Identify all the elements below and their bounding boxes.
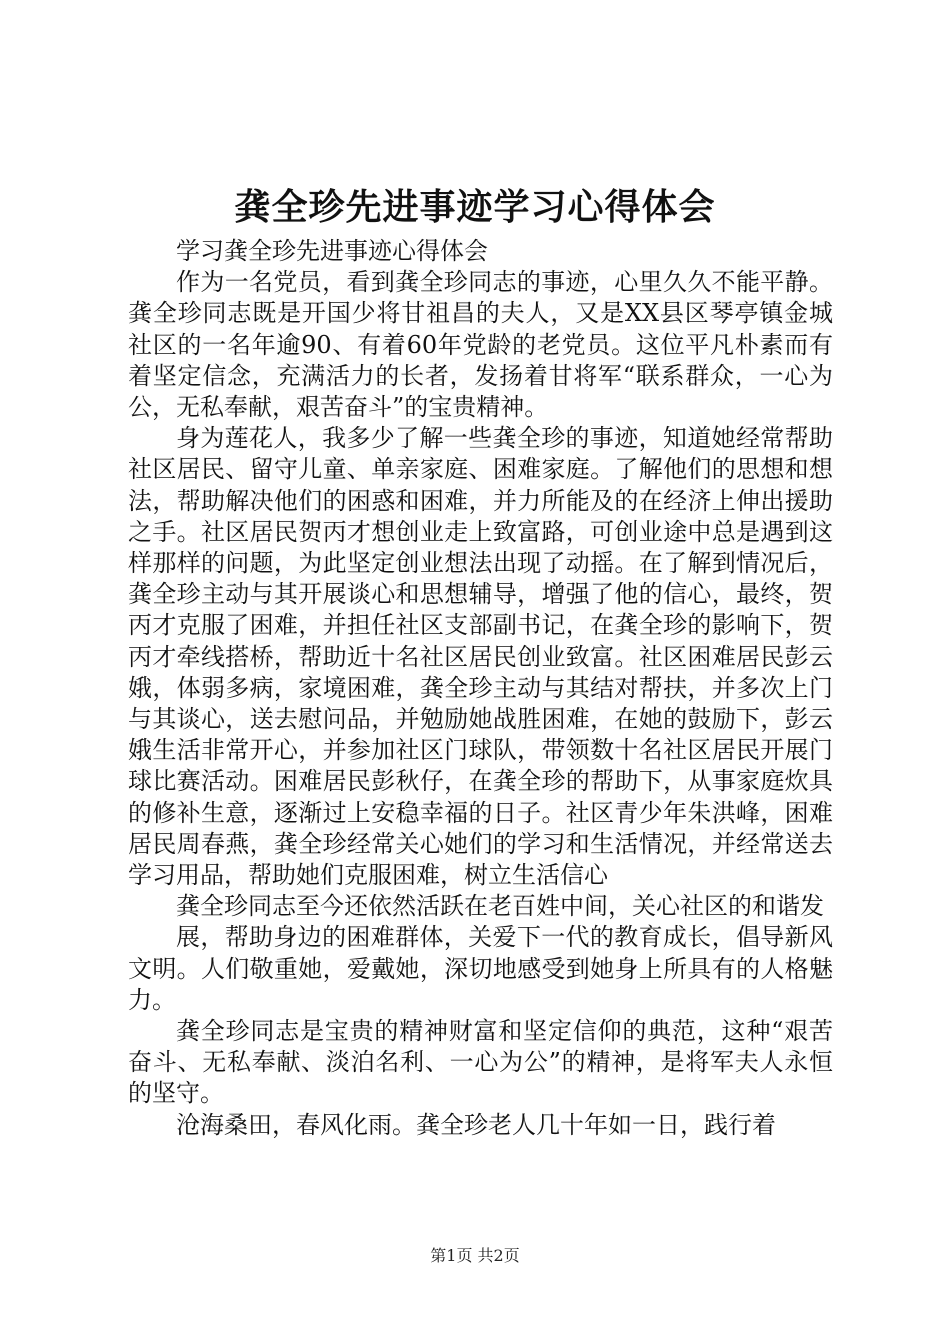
- paragraph: 展，帮助身边的困难群体，关爱下一代的教育成长，倡导新风文明。人们敬重她，爱戴她，深切地感受到她身上所具有的人格魅力。: [128, 923, 833, 1014]
- page-number-footer: 第1页 共2页: [430, 1246, 520, 1265]
- document-body: [128, 236, 833, 1141]
- paragraph: 身为莲花人，我多少了解一些龚全珍的事迹，知道她经常帮助社区居民、留守儿童、单亲家庭、困难家庭。了解他们的思想和想法，帮助解决他们的困惑和困难，并力所能及的在经济上伸出援助之手。社区居民贺丙才想创业走上致富路，可创业途中总是遇到这样那样的问题，为此坚定创业想法出现了动摇。在了解到情况后，龚全珍主动与其开展谈心和思想辅导，增强了他的信心，最终，贺丙才克服了困难，并担任社区支部副书记，在龚全珍的影响下，贺丙才牵线搭桥，帮助近十名社区居民创业致富。社区困难居民彭云娥，体弱多病，家境困难，龚全珍主动与其结对帮扶，并多次上门与其谈心，送去慰问品，并勉励她战胜困难，在她的鼓励下，彭云娥生活非常开心，并参加社区门球队，带领数十名社区居民开展门球比赛活动。困难居民彭秋仔，在龚全珍的帮助下，从事家庭炊具的修补生意，逐渐过上安稳幸福的日子。社区青少年朱洪峰，困难居民周春燕，龚全珍经常关心她们的学习和生活情况，并经常送去学习用品，帮助她们克服困难，树立生活信心: [128, 424, 833, 890]
- paragraph: 龚全珍同志至今还依然活跃在老百姓中间，关心社区的和谐发: [176, 892, 824, 921]
- paragraph: 沧海桑田，春风化雨。龚全珍老人几十年如一日，践行着: [176, 1110, 776, 1139]
- document-subtitle: 学习龚全珍先进事迹心得体会: [176, 237, 488, 265]
- paragraph: 作为一名党员，看到龚全珍同志的事迹，心里久久不能平静。龚全珍同志既是开国少将甘祖昌的夫人，又是XX县区琴亭镇金城社区的一名年逾90、有着60年党龄的老党员。这位平凡朴素而有着坚定信念，充满活力的长者，发扬着甘将军“联系群众，一心为公，无私奉献，艰苦奋斗”的宝贵精神。: [128, 268, 833, 422]
- paragraph: 龚全珍同志是宝贵的精神财富和坚定信仰的典范，这种“艰苦奋斗、无私奉献、淡泊名利、一心为公”的精神，是将军夫人永恒的坚守。: [128, 1017, 833, 1108]
- document-title: 龚全珍先进事迹学习心得体会: [234, 186, 716, 228]
